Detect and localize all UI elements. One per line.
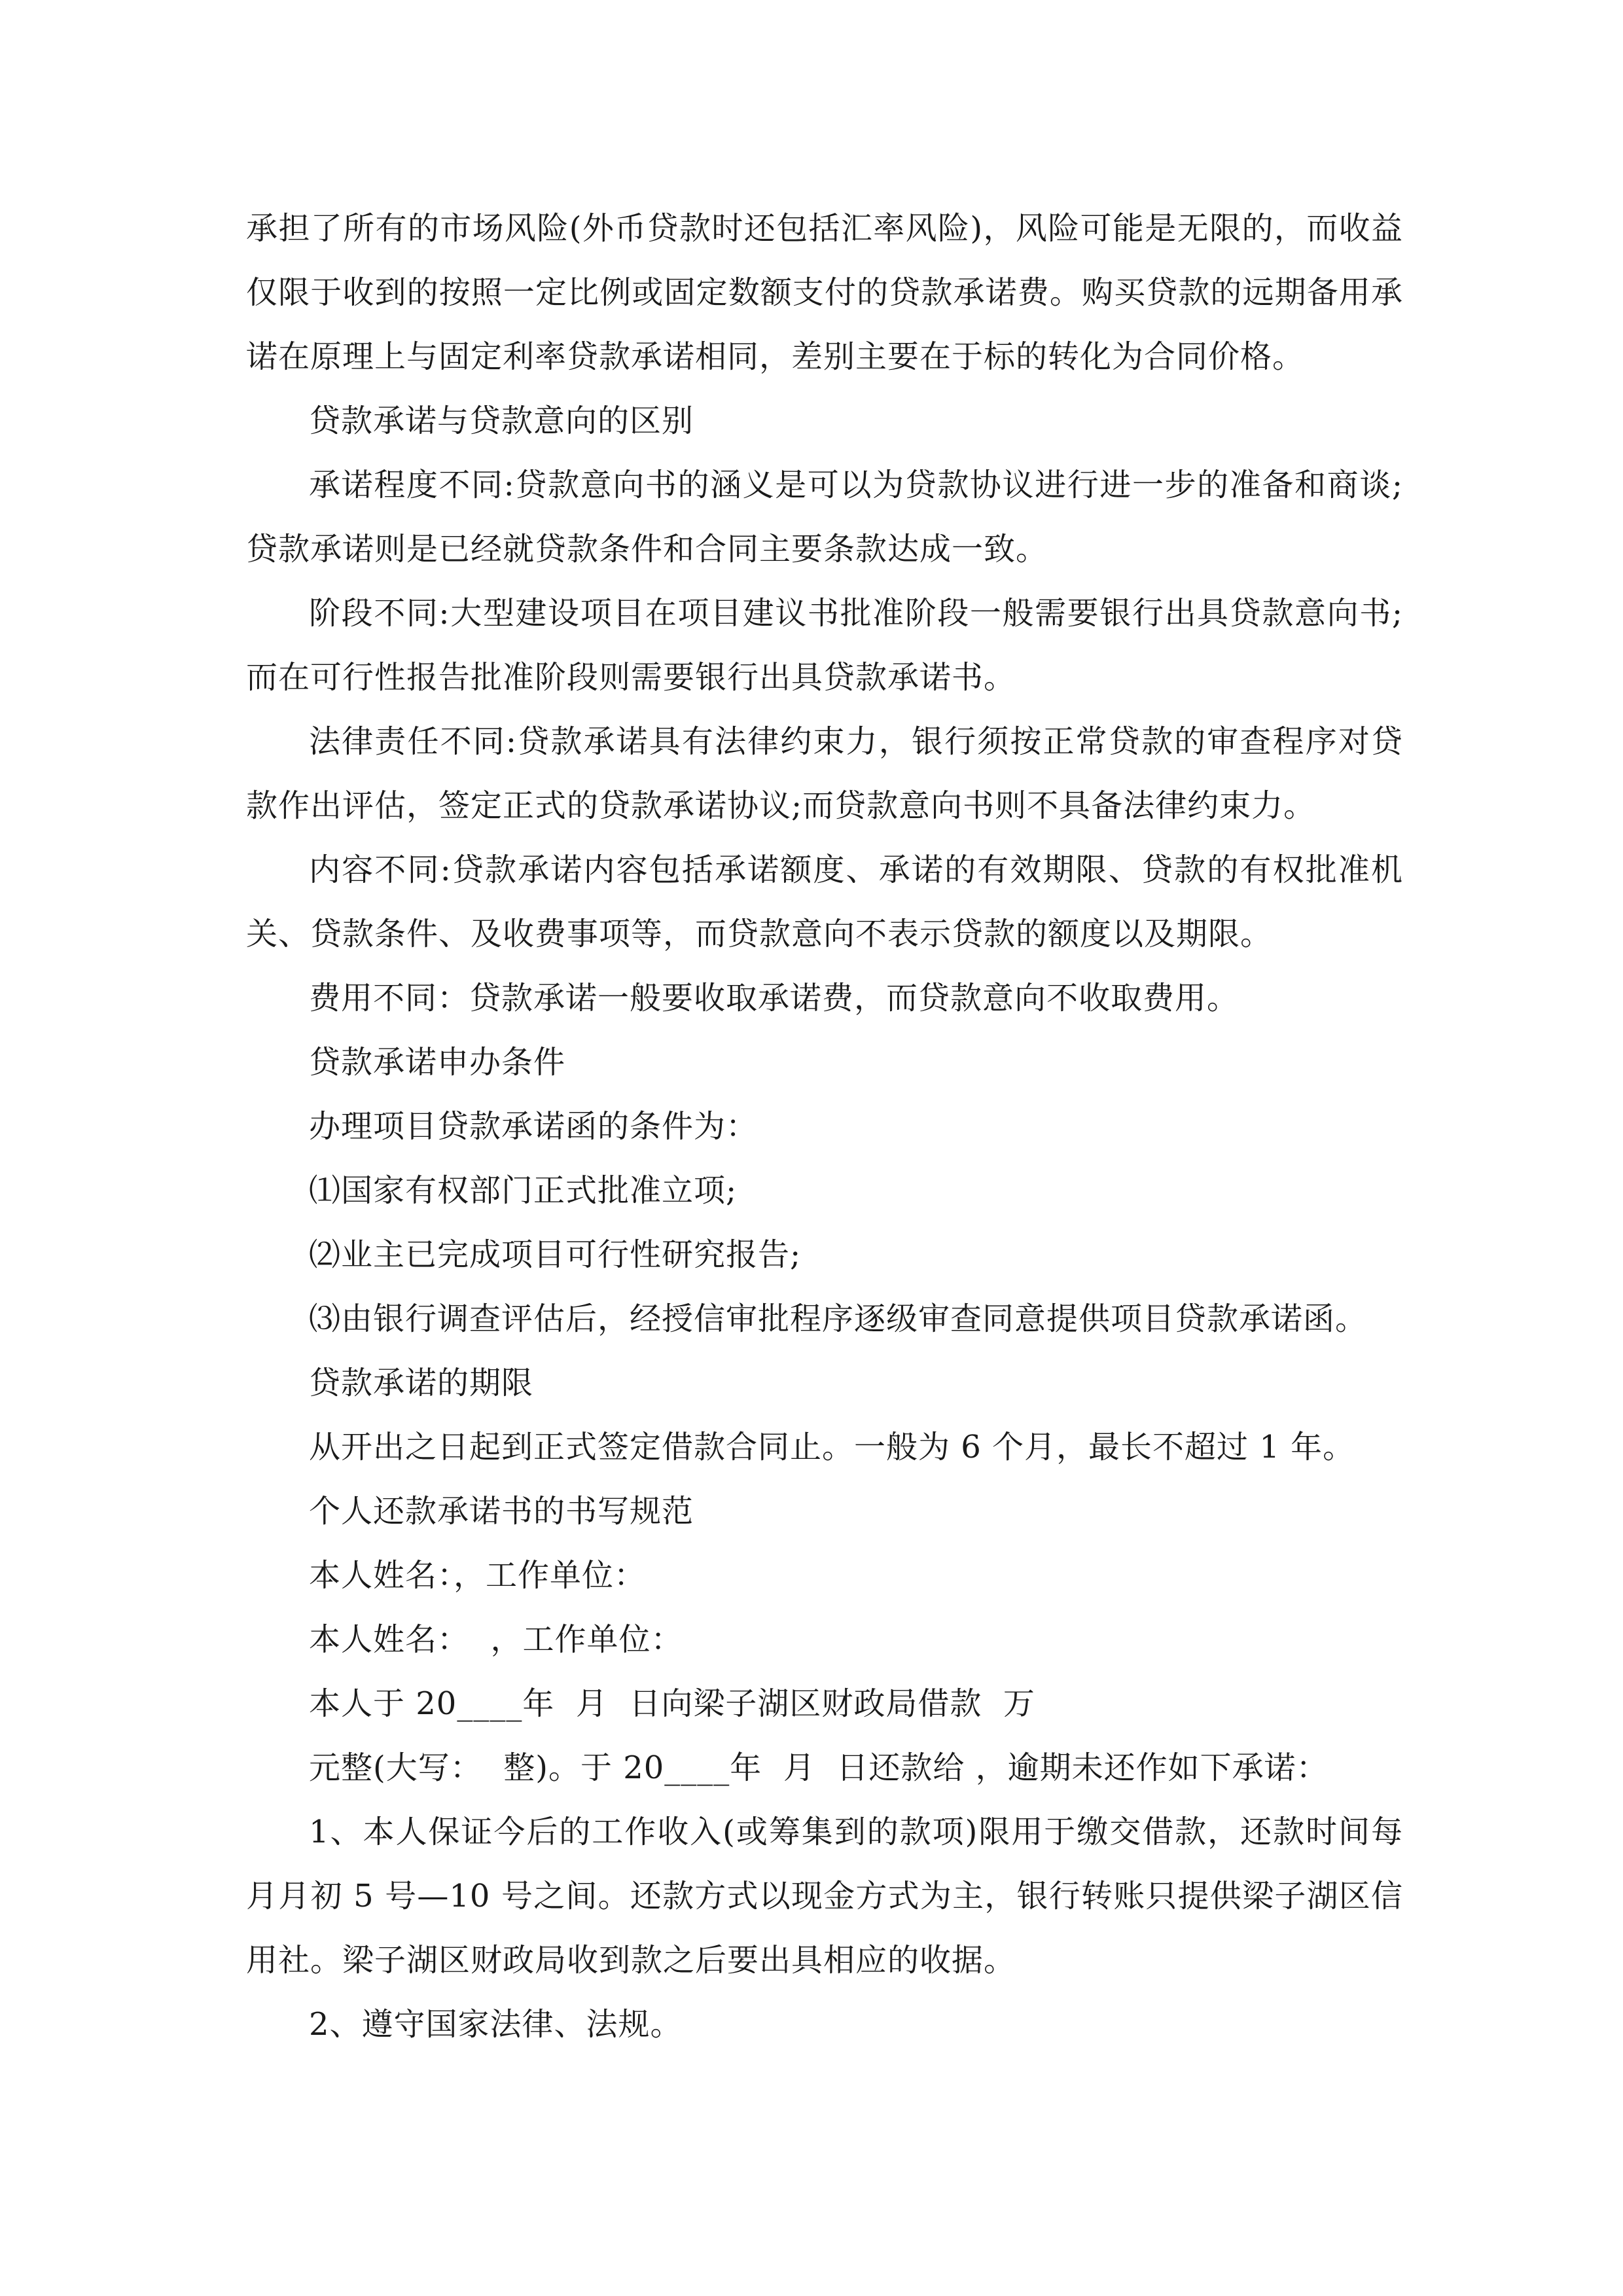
- paragraph-risk: 承担了所有的市场风险(外币贷款时还包括汇率风险)，风险可能是无限的，而收益仅限于收到的按照一定比例或固定数额支付的贷款承诺费。购买贷款的远期备用承诺在原理上与固定利率贷款承诺相同，差别主要在于标的转化为合同价格。: [246, 210, 1403, 375]
- paragraph-conditions-intro: 办理项目贷款承诺函的条件为：: [309, 1108, 758, 1145]
- paragraph-term: 从开出之日起到正式签定借款合同止。一般为 6 个月，最长不超过 1 年。: [309, 1429, 1355, 1465]
- paragraph-fees: 费用不同：贷款承诺一般要收取承诺费，而贷款意向不收取费用。: [309, 980, 1240, 1016]
- heading-term: 贷款承诺的期限: [309, 1365, 534, 1401]
- heading-difference: 贷款承诺与贷款意向的区别: [309, 403, 694, 439]
- paragraph-content: 内容不同:贷款承诺内容包括承诺额度、承诺的有效期限、贷款的有权批准机关、贷款条件、及收费事项等，而贷款意向不表示贷款的额度以及期限。: [246, 852, 1403, 952]
- form-line-name-1: 本人姓名：，工作单位：: [309, 1557, 647, 1594]
- form-line-name-2: 本人姓名： ，工作单位：: [309, 1621, 683, 1658]
- heading-writing-spec: 个人还款承诺书的书写规范: [309, 1493, 694, 1530]
- paragraph-stage: 阶段不同:大型建设项目在项目建议书批准阶段一般需要银行出具贷款意向书;而在可行性报告批准阶段则需要银行出具贷款承诺书。: [246, 595, 1403, 696]
- paragraph-promise-2: 2、遵守国家法律、法规。: [309, 2006, 683, 2043]
- heading-conditions: 贷款承诺申办条件: [309, 1044, 566, 1081]
- list-item-condition-2: ⑵业主已完成项目可行性研究报告;: [309, 1236, 802, 1273]
- list-item-condition-3: ⑶由银行调查评估后，经授信审批程序逐级审查同意提供项目贷款承诺函。: [309, 1300, 1368, 1337]
- form-line-amount: 元整(大写： 整)。于 20____年 月 日还款给 ，逾期未还作如下承诺：: [309, 1749, 1329, 1786]
- form-line-borrow-date: 本人于 20____年 月 日向梁子湖区财政局借款 万: [309, 1685, 1035, 1722]
- paragraph-promise-1: 1、本人保证今后的工作收入(或筹集到的款项)限用于缴交借款，还款时间每月月初 5 号—10 号之间。还款方式以现金方式为主，银行转账只提供梁子湖区信用社。梁子湖区财政局收到款之后要出具相应的收据。: [246, 1814, 1403, 1979]
- paragraph-commitment-degree: 承诺程度不同:贷款意向书的涵义是可以为贷款协议进行进一步的准备和商谈;贷款承诺则是已经就贷款条件和合同主要条款达成一致。: [246, 467, 1403, 567]
- list-item-condition-1: ⑴国家有权部门正式批准立项;: [309, 1172, 738, 1209]
- paragraph-legal-liability: 法律责任不同:贷款承诺具有法律约束力，银行须按正常贷款的审查程序对贷款作出评估，签定正式的贷款承诺协议;而贷款意向书则不具备法律约束力。: [246, 723, 1403, 824]
- document-body: [246, 196, 1403, 2056]
